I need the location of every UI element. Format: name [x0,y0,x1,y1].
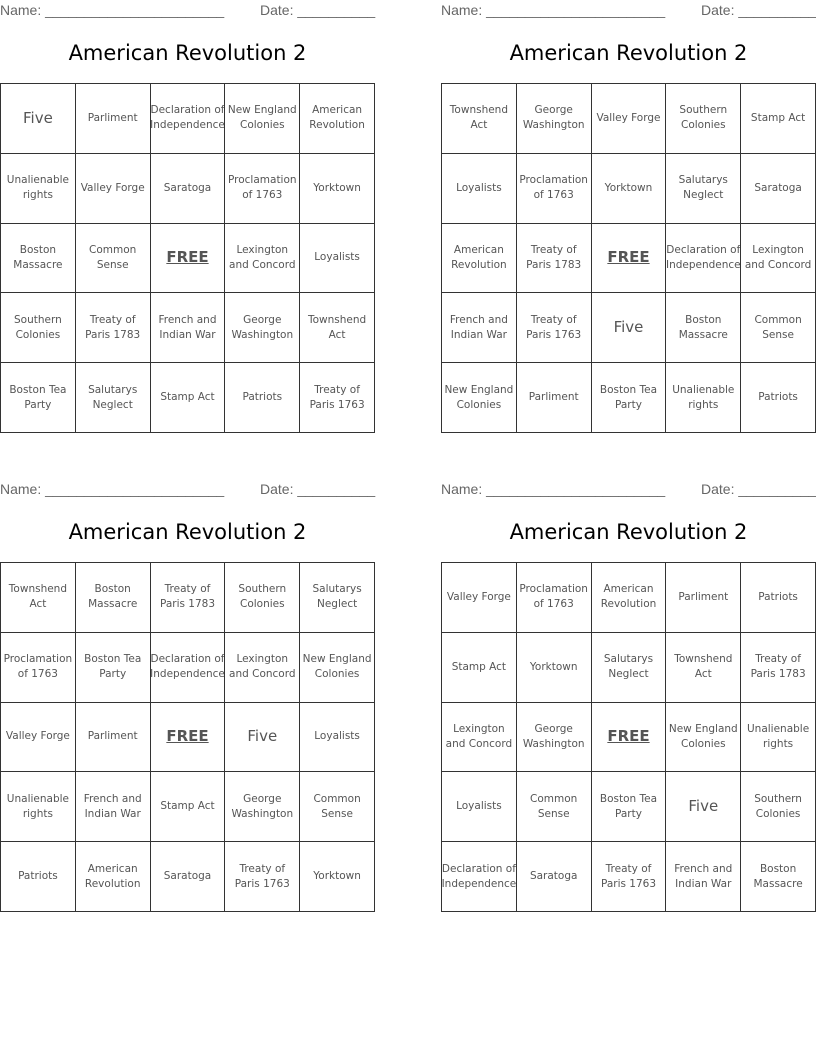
bingo-cell: French and Indian War [666,842,741,912]
bingo-cell: Valley Forge [76,154,151,224]
bingo-cell: Townshend Act [666,633,741,703]
name-field: Name: _______________________ [0,481,225,497]
bingo-cell: French and Indian War [442,293,517,363]
bingo-cell: New England Colonies [442,363,517,433]
card-header [0,0,375,22]
bingo-cell: French and Indian War [76,772,151,842]
bingo-cell: Townshend Act [1,563,76,633]
bingo-cell: Stamp Act [442,633,517,703]
bingo-cell: Boston Massacre [741,842,816,912]
bingo-cell: Boston Tea Party [592,772,667,842]
date-field: Date: __________ [701,2,816,18]
bingo-cell: Salutarys Neglect [76,363,151,433]
bingo-cell: Salutarys Neglect [592,633,667,703]
bingo-cell: Southern Colonies [225,563,300,633]
bingo-cell: Parliment [76,84,151,154]
bingo-cell: Stamp Act [741,84,816,154]
bingo-grid [0,562,375,912]
bingo-cell: Proclamation of 1763 [517,563,592,633]
bingo-card-2 [441,0,816,440]
bingo-cell: Salutarys Neglect [300,563,375,633]
card-title: American Revolution 2 [509,520,748,544]
bingo-cell: New England Colonies [300,633,375,703]
bingo-cell: Lexington and Concord [442,703,517,773]
bingo-cell: Unalienable rights [741,703,816,773]
free-space-cell: FREE [151,224,226,294]
bingo-cell: Loyalists [442,772,517,842]
bingo-cell: Saratoga [151,842,226,912]
free-space-cell: FREE [151,703,226,773]
bingo-cell: Treaty of Paris 1763 [300,363,375,433]
bingo-cell: Southern Colonies [666,84,741,154]
bingo-cell: Southern Colonies [741,772,816,842]
bingo-cell: Saratoga [517,842,592,912]
bingo-cell: Loyalists [300,224,375,294]
bingo-cell: Patriots [741,363,816,433]
bingo-cell: Patriots [1,842,76,912]
bingo-cell: Five [1,84,76,154]
bingo-cell: Stamp Act [151,772,226,842]
date-field: Date: __________ [260,2,376,18]
card-title: American Revolution 2 [68,520,307,544]
free-space-cell: FREE [592,224,667,294]
card-title: American Revolution 2 [68,41,307,65]
card-title: American Revolution 2 [509,41,748,65]
bingo-cell: Declaration of Independence [666,224,741,294]
bingo-cell: Treaty of Paris 1783 [151,563,226,633]
free-space-cell: FREE [592,703,667,773]
bingo-cell: Parliment [76,703,151,773]
bingo-cell: Townshend Act [442,84,517,154]
bingo-cell: Common Sense [300,772,375,842]
bingo-cell: American Revolution [300,84,375,154]
bingo-cell: George Washington [517,703,592,773]
bingo-cell: George Washington [225,772,300,842]
bingo-cell: Salutarys Neglect [666,154,741,224]
bingo-cell: Treaty of Paris 1783 [76,293,151,363]
bingo-cell: Parliment [517,363,592,433]
bingo-cell: Proclamation of 1763 [1,633,76,703]
bingo-cell: Five [225,703,300,773]
bingo-cell: Treaty of Paris 1763 [517,293,592,363]
date-field: Date: __________ [701,481,816,497]
bingo-cell: Five [592,293,667,363]
card-header [0,479,375,501]
bingo-cell: George Washington [225,293,300,363]
bingo-cell: American Revolution [442,224,517,294]
bingo-cell: Proclamation of 1763 [517,154,592,224]
bingo-cell: American Revolution [76,842,151,912]
bingo-cell: Five [666,772,741,842]
bingo-cell: Stamp Act [151,363,226,433]
bingo-cell: Southern Colonies [1,293,76,363]
bingo-cell: Treaty of Paris 1763 [225,842,300,912]
bingo-cell: Boston Massacre [666,293,741,363]
bingo-grid [441,562,816,912]
bingo-cell: Boston Massacre [1,224,76,294]
bingo-cell: Boston Massacre [76,563,151,633]
bingo-cell: Proclamation of 1763 [225,154,300,224]
bingo-cell: American Revolution [592,563,667,633]
bingo-card-3 [0,479,375,919]
bingo-card-4 [441,479,816,919]
bingo-cell: Boston Tea Party [1,363,76,433]
bingo-cell: Saratoga [151,154,226,224]
bingo-cell: Declaration of Independence [151,84,226,154]
bingo-cell: Loyalists [300,703,375,773]
card-header [441,0,816,22]
bingo-cell: Yorktown [300,842,375,912]
bingo-cell: Treaty of Paris 1763 [592,842,667,912]
bingo-cell: Saratoga [741,154,816,224]
name-field: Name: _______________________ [441,481,666,497]
bingo-cell: George Washington [517,84,592,154]
bingo-cell: Yorktown [517,633,592,703]
bingo-cell: Declaration of Independence [151,633,226,703]
bingo-cell: Boston Tea Party [76,633,151,703]
bingo-cell: Patriots [225,363,300,433]
bingo-cell: Boston Tea Party [592,363,667,433]
bingo-cell: Lexington and Concord [225,224,300,294]
bingo-cell: Unalienable rights [666,363,741,433]
bingo-cell: Common Sense [741,293,816,363]
bingo-cell: Lexington and Concord [225,633,300,703]
bingo-cell: Treaty of Paris 1783 [741,633,816,703]
bingo-cell: Lexington and Concord [741,224,816,294]
bingo-cell: Valley Forge [592,84,667,154]
bingo-cell: Parliment [666,563,741,633]
bingo-cell: Yorktown [300,154,375,224]
bingo-cell: Patriots [741,563,816,633]
bingo-cell: Townshend Act [300,293,375,363]
bingo-cell: Common Sense [517,772,592,842]
date-field: Date: __________ [260,481,376,497]
bingo-cell: New England Colonies [225,84,300,154]
name-field: Name: _______________________ [0,2,225,18]
bingo-card-1 [0,0,375,440]
bingo-cell: New England Colonies [666,703,741,773]
bingo-grid [441,83,816,433]
bingo-cell: Unalienable rights [1,154,76,224]
bingo-cell: Unalienable rights [1,772,76,842]
card-header [441,479,816,501]
bingo-cell: French and Indian War [151,293,226,363]
name-field: Name: _______________________ [441,2,666,18]
bingo-cell: Common Sense [76,224,151,294]
bingo-cell: Valley Forge [442,563,517,633]
bingo-cell: Loyalists [442,154,517,224]
bingo-cell: Yorktown [592,154,667,224]
bingo-cell: Treaty of Paris 1783 [517,224,592,294]
bingo-grid [0,83,375,433]
bingo-cell: Declaration of Independence [442,842,517,912]
bingo-cell: Valley Forge [1,703,76,773]
